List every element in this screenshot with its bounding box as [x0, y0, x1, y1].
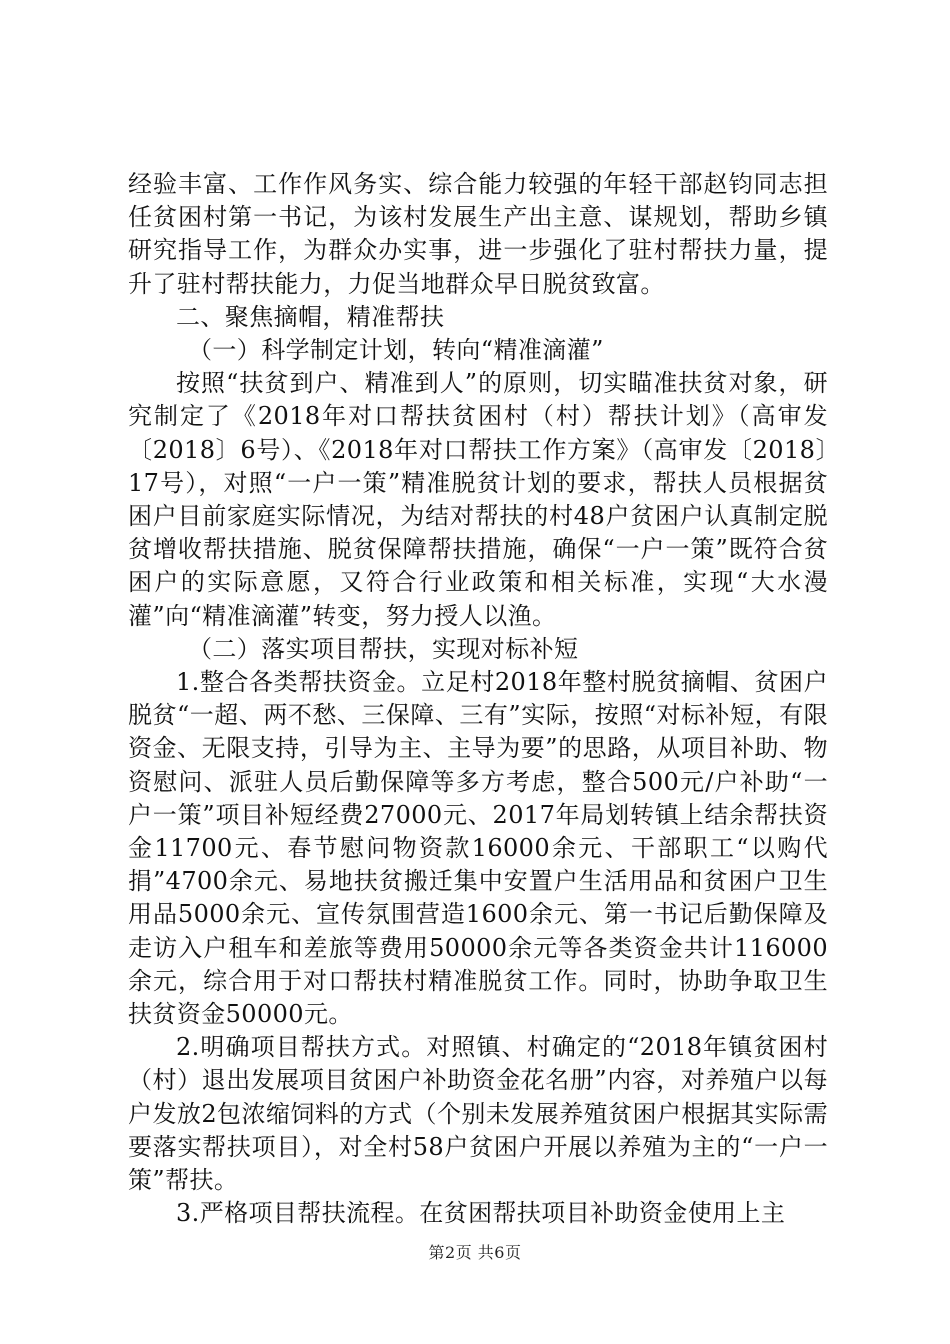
- section-heading: 二、聚焦摘帽，精准帮扶: [176, 302, 445, 331]
- paragraph-funds: 1.整合各类帮扶资金。立足村2018年整村脱贫摘帽、贫困户脱贫“一超、两不愁、三保障、三有”实际，按照“对标补短，有限资金、无限支持，引导为主、主导为要”的思路，从项目补助、物资慰问、派驻人员后勤保障等多方考虑，整合500元/户补助“一户一策”项目补短经费27000元、2017年局划转镇上结余帮扶资金11700元、春节慰问物资款16000余元、干部职工“以购代捐”4700余元、易地扶贫搬迁集中安置户生活用品和贫困户卫生用品5000余元、宣传氛围营造1600余元、第一书记后勤保障及走访入户租车和差旅等费用50000余元等各类资金共计116000余元，综合用于对口帮扶村精准脱贫工作。同时，协助争取卫生扶贫资金50000元。: [128, 668, 828, 1029]
- paragraph-continuation: 经验丰富、工作作风务实、综合能力较强的年轻干部赵钧同志担任贫困村第一书记，为该村发展生产出主意、谋规划，帮助乡镇研究指导工作，为群众办实事，进一步强化了驻村帮扶力量，提升了驻村帮扶能力，力促当地群众早日脱贫致富。: [128, 170, 828, 298]
- subsection-heading-1: （一）科学制定计划，转向“精准滴灌”: [188, 336, 604, 365]
- document-body: [128, 168, 828, 1231]
- paragraph-process: 3.严格项目帮扶流程。在贫困帮扶项目补助资金使用上主: [176, 1199, 786, 1228]
- subsection-heading-2: （二）落实项目帮扶，实现对标补短: [188, 634, 579, 663]
- paragraph-plan: 按照“扶贫到户、精准到人”的原则，切实瞄准扶贫对象，研究制定了《2018年对口帮扶贫困村（村）帮扶计划》（高审发〔2018〕6号）、《2018年对口帮扶工作方案》（高审发〔2018〕17号），对照“一户一策”精准脱贫计划的要求，帮扶人员根据贫困户目前家庭实际情况，为结对帮扶的村48户贫困户认真制定脱贫增收帮扶措施、脱贫保障帮扶措施，确保“一户一策”既符合贫困户的实际意愿，又符合行业政策和相关标准，实现“大水漫灌”向“精准滴灌”转变，努力授人以渔。: [128, 369, 828, 630]
- page-footer: 第2页 共6页: [428, 1243, 522, 1262]
- paragraph-methods: 2.明确项目帮扶方式。对照镇、村确定的“2018年镇贫困村（村）退出发展项目贫困户补助资金花名册”内容，对养殖户以每户发放2包浓缩饲料的方式（个别未发展养殖贫困户根据其实际需要落实帮扶项目），对全村58户贫困户开展以养殖为主的“一户一策”帮扶。: [128, 1033, 828, 1195]
